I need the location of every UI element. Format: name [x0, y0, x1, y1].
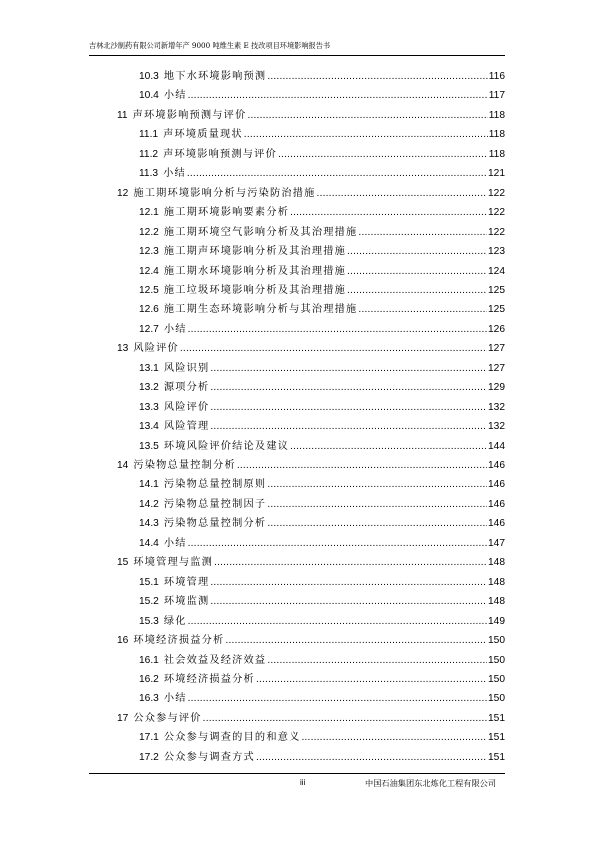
toc-entry-title: 地下水环境影响预测: [163, 71, 267, 82]
toc-entry[interactable]: [139, 284, 505, 298]
header-rule: [89, 55, 505, 56]
toc-entry[interactable]: [139, 576, 505, 590]
toc-entry-page: 122: [488, 207, 505, 219]
toc-entry-title: 环境经济损益分析: [133, 635, 225, 647]
toc-entry-title: 施工期声环境影响分析及其治理措施: [163, 246, 347, 258]
toc-entry[interactable]: [139, 731, 505, 745]
toc-entry-number: 10.4: [139, 90, 159, 102]
toc-entry-title: 公众参与评价: [133, 712, 202, 724]
toc-dot-leader: [210, 381, 487, 395]
toc-entry[interactable]: [139, 692, 505, 706]
toc-entry-page: 148: [488, 557, 505, 569]
toc-dot-leader: [347, 284, 487, 298]
toc-entry-title: 环境风险评价结论及建议: [163, 440, 290, 452]
toc-entry-title: 施工期环境影响分析与污染防治措施: [133, 187, 316, 199]
toc-entry-title: 环境监测: [163, 596, 210, 608]
toc-dot-leader: [187, 167, 487, 181]
toc-dot-leader: [225, 634, 487, 648]
toc-dot-leader: [267, 654, 487, 668]
toc-dot-leader: [188, 537, 487, 551]
footer-organization: 中国石油集团东北炼化工程有限公司: [365, 778, 497, 788]
toc-entry-number: 13.3: [139, 401, 159, 413]
toc-entry-title: 环境管理与监测: [133, 557, 214, 569]
toc-entry-page: 121: [488, 168, 505, 180]
toc-entry-number: 17.1: [139, 732, 159, 744]
toc-dot-leader: [267, 70, 487, 84]
toc-entry[interactable]: [139, 751, 505, 765]
toc-entry-number: 11: [117, 109, 128, 121]
toc-dot-leader: [347, 245, 487, 259]
toc-entry-title: 小结: [163, 323, 187, 335]
toc-entry-number: 17: [117, 712, 129, 724]
toc-entry-number: 13.4: [139, 421, 159, 433]
toc-entry-title: 小结: [163, 537, 187, 549]
toc-entry-page: 125: [488, 284, 505, 296]
toc-entry-page: 148: [488, 576, 505, 588]
toc-dot-leader: [188, 692, 487, 706]
toc-entry-number: 16.1: [139, 654, 159, 666]
toc-entry[interactable]: [139, 226, 505, 240]
toc-entry-title: 施工期水环境影响分析及其治理措施: [163, 265, 347, 277]
toc-entry-number: 12.3: [139, 246, 159, 258]
toc-entry-page: 144: [488, 440, 505, 452]
toc-entry-page: 151: [488, 712, 505, 724]
toc-entry-title: 环境经济损益分析: [163, 673, 255, 685]
toc-entry-page: 127: [488, 343, 505, 355]
toc-entry[interactable]: [117, 187, 505, 201]
toc-entry-page: 122: [488, 187, 505, 199]
toc-entry-page: 150: [488, 673, 505, 685]
toc-entry[interactable]: [139, 401, 505, 415]
toc-entry-page: 124: [488, 265, 505, 277]
toc-entry[interactable]: [139, 265, 505, 279]
toc-dot-leader: [301, 731, 487, 745]
toc-entry-page: 129: [488, 382, 505, 394]
toc-entry-page: 118: [488, 129, 505, 141]
toc-entry-page: 147: [488, 537, 505, 549]
toc-entry-title: 公众参与调查方式: [163, 751, 255, 763]
toc-entry-title: 公众参与调查的目的和意义: [163, 732, 301, 744]
toc-dot-leader: [358, 303, 487, 317]
toc-dot-leader: [244, 128, 488, 142]
toc-dot-leader: [210, 595, 487, 609]
toc-entry[interactable]: [117, 109, 505, 123]
toc-entry-title: 风险评价: [133, 343, 179, 355]
toc-entry-title: 施工期环境空气影响分析及其治理措施: [163, 226, 358, 238]
toc-dot-leader: [188, 323, 487, 337]
toc-entry[interactable]: [139, 89, 505, 103]
toc-entry[interactable]: [139, 440, 505, 454]
toc-entry-number: 16.3: [139, 693, 159, 705]
footer-rule: [89, 773, 505, 774]
toc-entry[interactable]: [117, 712, 505, 726]
toc-entry-page: 150: [488, 635, 505, 647]
toc-entry-number: 11.2: [139, 148, 159, 160]
toc-entry-title: 污染物总量控制分析: [133, 460, 236, 471]
toc-entry-page: 149: [488, 615, 505, 627]
toc-entry-page: 118: [488, 148, 505, 160]
toc-entry-title: 声环境质量现状: [163, 129, 243, 141]
toc-dot-leader: [256, 673, 487, 687]
toc-entry-number: 17.2: [139, 751, 159, 763]
page-number: iii: [300, 778, 306, 787]
toc-entry-number: 14.1: [139, 479, 159, 491]
toc-entry-page: 151: [488, 751, 505, 763]
toc-entry[interactable]: [117, 556, 505, 570]
toc-entry-page: 151: [488, 732, 505, 744]
toc-entry-page: 122: [488, 226, 505, 238]
toc-entry[interactable]: [117, 342, 505, 356]
toc-entry-number: 14.4: [139, 537, 159, 549]
toc-entry-page: 150: [488, 693, 505, 705]
toc-entry-page: 127: [488, 362, 505, 374]
toc-entry-title: 小结: [163, 90, 187, 102]
toc-entry-title: 小结: [163, 168, 186, 180]
toc-entry-page: 148: [488, 596, 505, 608]
toc-entry-number: 12: [117, 187, 129, 199]
toc-entry[interactable]: [139, 206, 505, 220]
toc-entry-title: 源项分析: [163, 382, 210, 394]
toc-entry-page: 132: [488, 421, 505, 433]
toc-entry[interactable]: [139, 381, 505, 395]
toc-entry[interactable]: [139, 654, 505, 668]
toc-dot-leader: [188, 615, 487, 629]
toc-entry[interactable]: [139, 362, 505, 376]
toc-entry-title: 风险评价: [163, 401, 210, 413]
toc-entry-number: 11.3: [139, 168, 159, 180]
toc-entry-number: 10.3: [139, 71, 159, 82]
toc-entry-number: 12.1: [139, 207, 159, 219]
toc-entry[interactable]: [139, 323, 505, 337]
toc-dot-leader: [278, 148, 488, 162]
toc-entry-number: 11.1: [139, 129, 159, 141]
toc-entry-number: 12.7: [139, 323, 159, 335]
toc-dot-leader: [237, 459, 487, 473]
toc-entry[interactable]: [139, 673, 505, 687]
toc-entry[interactable]: [117, 459, 505, 473]
toc-dot-leader: [317, 187, 487, 201]
toc-entry-title: 小结: [163, 693, 187, 705]
toc-entry[interactable]: [139, 148, 505, 162]
toc-entry-page: 150: [488, 654, 505, 666]
toc-entry-title: 风险管理: [163, 421, 210, 433]
toc-entry-title: 声环境影响预测与评价: [163, 148, 277, 160]
toc-entry-title: 施工期环境影响要素分析: [163, 207, 290, 219]
toc-entry-title: 声环境影响预测与评价: [132, 109, 247, 121]
toc-entry-title: 绿化: [163, 615, 187, 627]
toc-entry[interactable]: [117, 634, 505, 648]
toc-entry-page: 146: [488, 479, 505, 491]
toc-entry-number: 13.1: [139, 362, 159, 374]
toc-entry[interactable]: [139, 245, 505, 259]
toc-entry-page: 126: [488, 323, 505, 335]
toc-entry-title: 污染物总量控制原则: [163, 479, 267, 491]
toc-entry-page: 118: [488, 109, 505, 121]
toc-entry-number: 14: [117, 460, 129, 471]
toc-entry[interactable]: [139, 420, 505, 434]
toc-entry-number: 14.2: [139, 498, 159, 510]
toc-entry[interactable]: [139, 128, 505, 142]
toc-entry-number: 15.3: [139, 615, 159, 627]
toc-entry-number: 12.6: [139, 304, 159, 316]
toc-entry[interactable]: [139, 615, 505, 629]
toc-entry[interactable]: [139, 537, 505, 551]
toc-entry-number: 14.3: [139, 518, 159, 530]
toc-entry-number: 15.1: [139, 576, 159, 588]
toc-dot-leader: [247, 109, 487, 123]
toc-entry-page: 146: [488, 498, 505, 510]
toc-entry[interactable]: [139, 303, 505, 317]
toc-entry[interactable]: [139, 517, 505, 531]
toc-entry-number: 13.5: [139, 440, 159, 452]
toc-dot-leader: [210, 576, 487, 590]
toc-entry-title: 社会效益及经济效益: [163, 654, 267, 666]
toc-entry-title: 风险识别: [163, 362, 210, 374]
toc-entry-title: 污染物总量控制因子: [163, 498, 267, 510]
toc-entry-page: 123: [488, 246, 505, 258]
toc-dot-leader: [358, 226, 487, 240]
toc-entry-number: 12.5: [139, 284, 159, 296]
toc-dot-leader: [210, 401, 487, 415]
toc-dot-leader: [256, 751, 487, 765]
toc-entry-page: 117: [488, 90, 505, 102]
toc-entry[interactable]: [139, 498, 505, 512]
toc-entry-page: 116: [488, 71, 505, 82]
toc-entry-number: 13: [117, 343, 129, 355]
toc-entry-page: 125: [488, 304, 505, 316]
toc-entry-number: 12.4: [139, 265, 159, 277]
toc-entry-title: 施工垃圾环境影响分析及其治理措施: [163, 284, 347, 296]
toc-entry-number: 12.2: [139, 226, 159, 238]
toc-dot-leader: [267, 498, 487, 512]
toc-dot-leader: [210, 362, 487, 376]
toc-dot-leader: [267, 478, 487, 492]
toc-entry-title: 污染物总量控制分析: [163, 518, 267, 530]
toc-entry[interactable]: [139, 595, 505, 609]
toc-entry-number: 13.2: [139, 382, 159, 394]
toc-dot-leader: [290, 206, 487, 220]
toc-entry-title: 施工期生态环境影响分析与其治理措施: [163, 304, 358, 316]
running-header: 吉林北沙制药有限公司新增年产 9000 吨维生素 E 技改项目环境影响报告书: [89, 41, 331, 50]
toc-entry-page: 146: [488, 518, 505, 530]
toc-dot-leader: [210, 420, 487, 434]
toc-dot-leader: [203, 712, 487, 726]
toc-entry-number: 15: [117, 557, 129, 569]
toc-entry-page: 132: [488, 401, 505, 413]
toc-entry-number: 15.2: [139, 596, 159, 608]
toc-entry-number: 16.2: [139, 673, 159, 685]
toc-dot-leader: [188, 89, 488, 103]
toc-dot-leader: [180, 342, 487, 356]
toc-entry[interactable]: [139, 167, 505, 181]
toc-entry-number: 16: [117, 635, 129, 647]
toc-entry[interactable]: [139, 70, 505, 84]
toc-entry[interactable]: [139, 478, 505, 492]
toc-dot-leader: [347, 265, 487, 279]
toc-dot-leader: [290, 440, 487, 454]
toc-dot-leader: [214, 556, 487, 570]
toc-entry-title: 环境管理: [163, 576, 210, 588]
toc-entry-page: 146: [488, 460, 505, 471]
toc-dot-leader: [267, 517, 487, 531]
